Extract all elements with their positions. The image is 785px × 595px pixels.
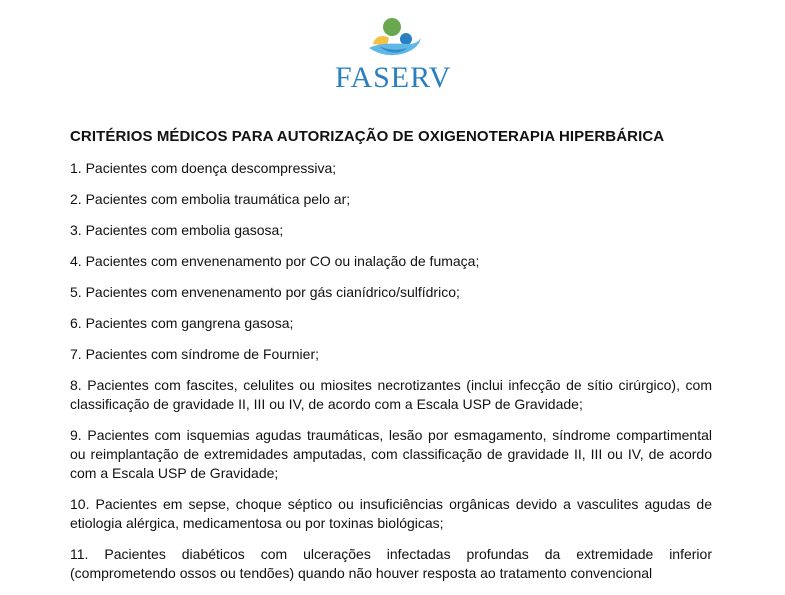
list-item: 2. Pacientes com embolia traumática pelo ar; xyxy=(70,191,351,207)
list-item: 5. Pacientes com envenenamento por gás cianídrico/sulfídrico; xyxy=(70,284,460,300)
list-item: 11. Pacientes diabéticos com ulcerações infectadas profundas da extremidade inferior (comprometendo ossos ou tendões) quando não houver resposta ao tratamento convencional xyxy=(70,546,712,581)
list-item: 7. Pacientes com síndrome de Fournier; xyxy=(70,346,320,362)
document-title: CRITÉRIOS MÉDICOS PARA AUTORIZAÇÃO DE OXIGENOTERAPIA HIPERBÁRICA xyxy=(70,128,665,145)
list-item: 9. Pacientes com isquemias agudas traumáticas, lesão por esmagamento, síndrome compartimental ou reimplantação de extremidades amputadas, com classificação de gravidade II, III ou IV, de acordo com a Escala USP de Gravidade; xyxy=(70,427,712,481)
document-body xyxy=(70,127,712,595)
logo-text: FASERV xyxy=(335,61,452,94)
list-item: 3. Pacientes com embolia gasosa; xyxy=(70,222,284,238)
list-item: 10. Pacientes em sepse, choque séptico ou insuficiências orgânicas devido a vasculites agudas de etiologia alérgica, medicamentosa ou por toxinas biológicas; xyxy=(70,496,712,531)
list-item: 6. Pacientes com gangrena gasosa; xyxy=(70,315,294,331)
faserv-logo xyxy=(335,14,451,98)
faserv-emblem-icon xyxy=(335,14,451,64)
list-item: 1. Pacientes com doença descompressiva; xyxy=(70,160,337,176)
list-item: 8. Pacientes com fascites, celulites ou miosites necrotizantes (inclui infecção de sítio cirúrgico), com classificação de gravidade II, III ou IV, de acordo com a Escala USP de Gravidade; xyxy=(70,377,712,412)
list-item: 4. Pacientes com envenenamento por CO ou inalação de fumaça; xyxy=(70,253,480,269)
criteria-list xyxy=(70,159,712,583)
